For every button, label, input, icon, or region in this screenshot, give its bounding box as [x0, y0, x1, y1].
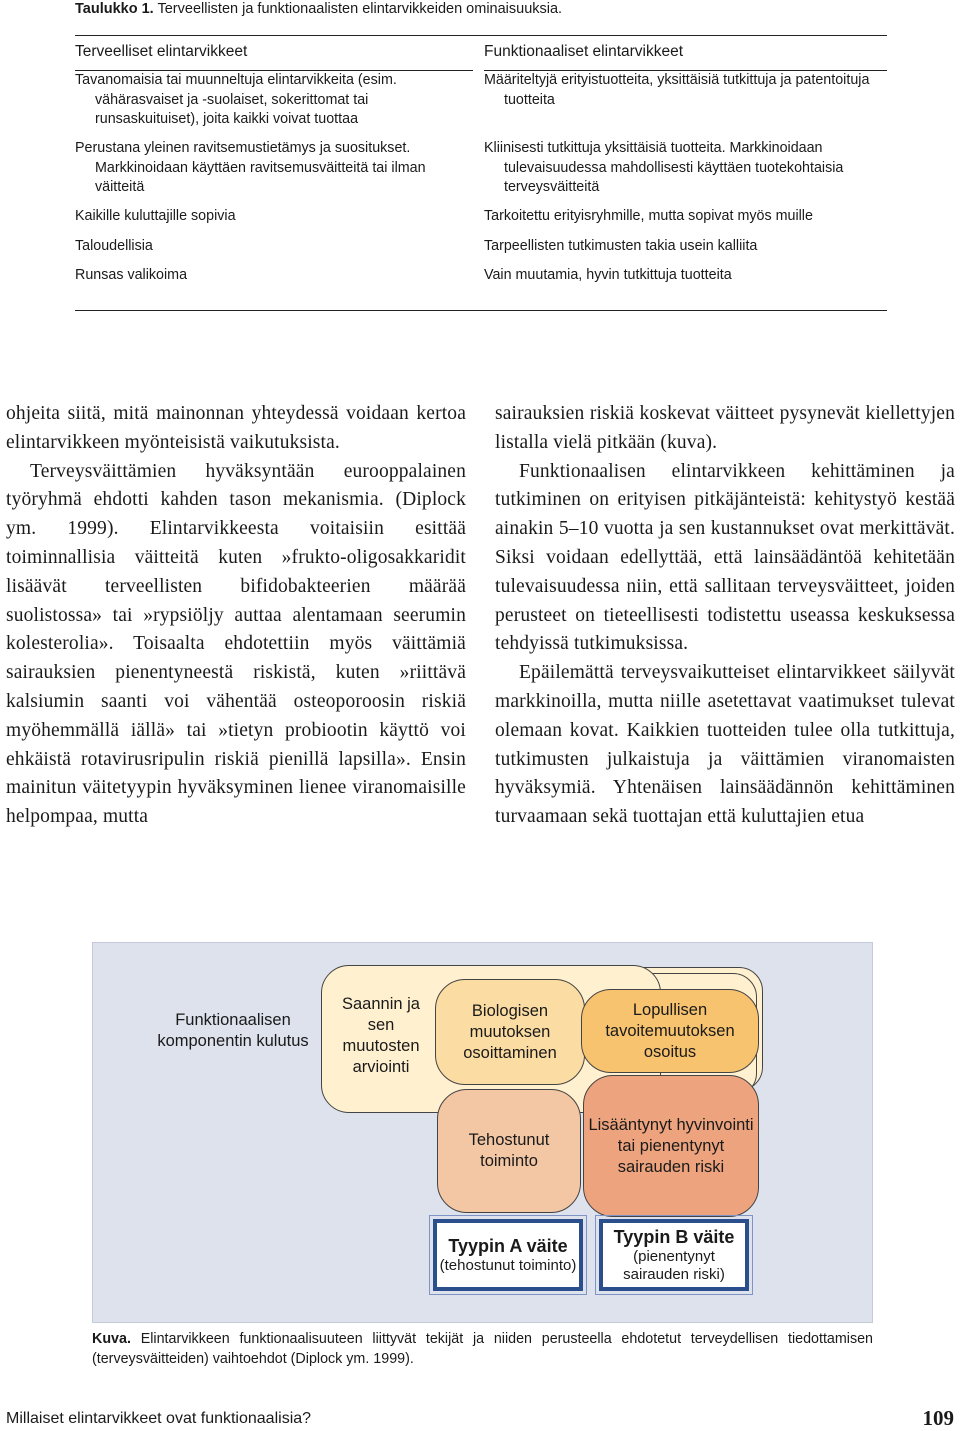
- table-cell: Tarkoitettu erityisryhmille, mutta sopivat myös muille: [484, 208, 813, 224]
- footer-title: Millaiset elintarvikkeet ovat funktionaalisia?: [6, 1410, 312, 1427]
- figure-diagram: [92, 942, 873, 1323]
- table-header-healthy: Terveelliset elintarvikkeet: [75, 36, 473, 71]
- table-header-functional: Funktionaaliset elintarvikkeet: [484, 36, 887, 71]
- paragraph: Funktionaalisen elintarvikkeen kehittäminen ja tutkiminen on erityisen pitkäjänteistä: kehitystyö kestää ainakin 5–10 vuotta ja sen kustannukset ovat merkittävät. Siksi voidaan edellyttää, että lainsäädäntöä kehitetään tulevaisuudessa niin, että sallitaan terveysväitteet, joiden perusteet on tieteellisesti todistettu useassa keskuksessa tehdyissä tutkimuksissa.: [495, 460, 955, 655]
- claim-type-b-title: Tyypin B väite: [613, 1226, 735, 1247]
- table-cell: Tavanomaisia tai muunneltuja elintarvikkeita (esim. vähärasvaiset ja -suolaiset, sokerittomat tai runsaskuituiset), joita kaikki voivat tuottaa: [75, 72, 397, 127]
- consumption-label: Funktionaalisen komponentin kulutus: [157, 1011, 309, 1050]
- biological-change-box: Biologisen muutoksen osoittaminen: [435, 979, 585, 1085]
- intake-assessment-label: Saannin ja sen muutosten arviointi: [342, 995, 420, 1076]
- comparison-table: [75, 35, 887, 311]
- table-column-healthy: [75, 36, 473, 286]
- table-caption-number: Taulukko 1.: [75, 1, 154, 17]
- table-cell: Kliinisesti tutkittuja yksittäisiä tuotteita. Markkinoidaan tulevaisuudessa mahdollisesti käyttäen tuotekohtaisia terveysväitteitä: [484, 140, 844, 195]
- claim-type-a: [433, 1219, 583, 1291]
- table-cell: Määriteltyjä erityistuotteita, yksittäisiä tutkittuja ja patentoituja tuotteita: [484, 72, 870, 108]
- figure-caption-text: Elintarvikkeen funktionaalisuuteen liittyvät tekijät ja niiden perusteella ehdotetut terveydellisen tiedottamisen (terveysväitteiden) vaihtoehdot (Diplock ym. 1999).: [92, 1331, 874, 1367]
- page-number: 109: [922, 1406, 954, 1430]
- table-cell: Perustana yleinen ravitsemustietämys ja suositukset. Markkinoidaan käyttäen ravitsemusväitteitä tai ilman väitteitä: [75, 140, 426, 195]
- table-cell: Taloudellisia: [75, 237, 153, 254]
- figure-caption-label: Kuva.: [92, 1331, 131, 1347]
- table-cell: Kaikille kuluttajille sopivia: [75, 208, 236, 224]
- table-cell: Runsas valikoima: [75, 267, 188, 283]
- body-column-right: [495, 400, 955, 832]
- final-change-box: Lopullisen tavoitemuutoksen osoitus: [581, 989, 759, 1073]
- table-cell: Tarpeellisten tutkimusten takia usein kalliita: [484, 237, 758, 254]
- paragraph: Terveysväittämien hyväksyntään eurooppalainen työryhmä ehdotti kahden tason mekanismia. (Diplock ym. 1999). Elintarvikkeesta voitaisiin esittää toiminnallisia väitteitä kuten »frukto-oligosakkaridit lisäävät terveellisten bifidobakteerien määrää suolistossa» tai »rypsiöljy auttaa alentamaan seerumin kolesterolia». Toisaalta ehdotettiin myös väittämiä sairauksien pienentyneestä riskistä, kuten »riittävä kalsiumin saanti voi vähentää osteoporoosin riskiä myöhemmällä iällä» tai »tietyn probiootin käyttö voi ehkäistä rotavirusripulin riskiä pienillä lapsilla». Ensin mainitun väitetyypin hyväksyminen lienee viranomaisille helpompaa, mutta: [6, 460, 466, 828]
- paragraph: ohjeita siitä, mitä mainonnan yhteydessä voidaan kertoa elintarvikkeen myönteisistä vaikutuksista.: [6, 403, 466, 453]
- table-cell: Vain muutamia, hyvin tutkittuja tuotteita: [484, 267, 732, 283]
- table-caption: [75, 0, 562, 18]
- wellbeing-box: Lisääntynyt hyvinvointi tai pienentynyt sairauden riski: [583, 1075, 759, 1217]
- claim-type-b-subtitle: (pienentynyt sairauden riski): [623, 1247, 725, 1283]
- claim-type-b: [599, 1219, 749, 1291]
- figure-caption: [92, 1330, 873, 1369]
- claim-type-a-title: Tyypin A väite: [448, 1235, 568, 1256]
- enhanced-function-box: Tehostunut toiminto: [437, 1089, 581, 1213]
- paragraph: sairauksien riskiä koskevat väitteet pysynevät kiellettyjen listalla vielä pitkään (kuva).: [495, 403, 955, 453]
- table-caption-text: Terveellisten ja funktionaalisten elintarvikkeiden ominaisuuksia.: [157, 1, 563, 17]
- claim-type-a-subtitle: (tehostunut toiminto): [439, 1256, 577, 1274]
- table-column-functional: [484, 36, 887, 286]
- body-column-left: [6, 400, 466, 832]
- paragraph: Epäilemättä terveysvaikutteiset elintarvikkeet säilyvät markkinoilla, mutta niille asetettavat vaatimukset tulevat olemaan kovat. Kaikkien tuotteiden tulee olla tutkittuja, tutkimusten julkaistuja ja väittämien viranomaisten hyväksymiä. Yhtenäisen lainsäädännön kehittäminen turvaamaan sekä tuottajan että kuluttajien etua: [495, 662, 955, 828]
